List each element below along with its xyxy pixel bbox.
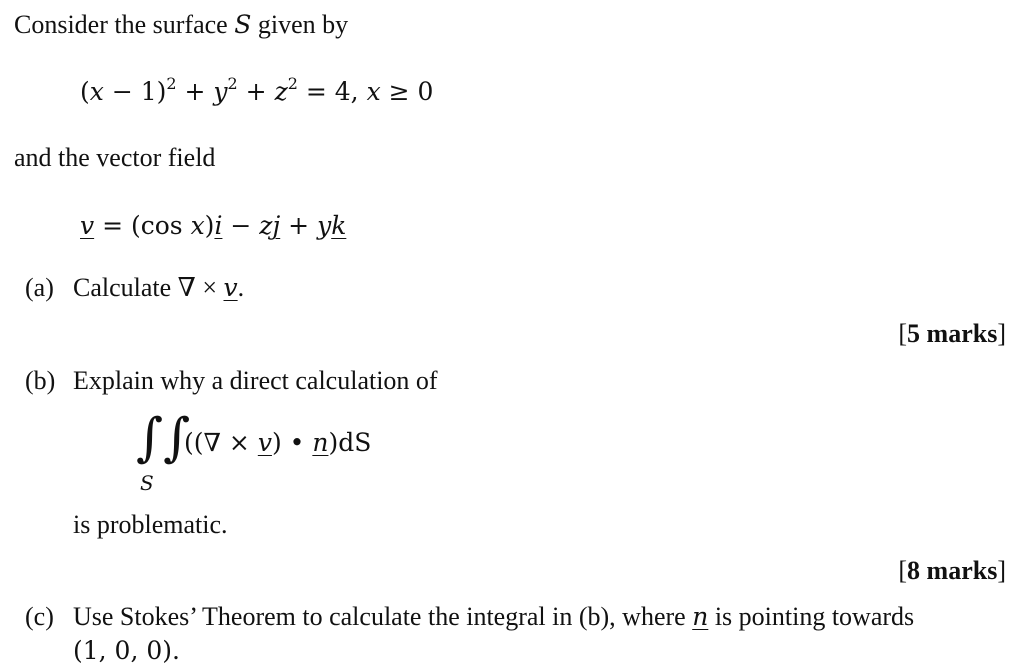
integral-subscript: S (140, 471, 154, 495)
intro-line (14, 12, 348, 38)
part-b-label: (b) (25, 366, 56, 395)
part-a-marks: [5 marks] (898, 319, 1006, 348)
part-b-text: Explain why a direct calculation of (73, 366, 438, 395)
part-a-text: Calculate ∇ × v. (73, 273, 245, 302)
part-b-marks: [8 marks] (898, 556, 1006, 585)
part-c-text: Use Stokes’ Theorem to calculate the integral in (b), where n is pointing towards (73, 602, 915, 631)
integrand: ((∇ × v) • n)dS (184, 428, 372, 457)
part-c-label: (c) (25, 602, 54, 631)
part-a-label: (a) (25, 273, 54, 302)
integral-sign: ∫∫ (136, 408, 191, 468)
surface-symbol: S (234, 10, 252, 39)
part-b-after: is problematic. (73, 510, 228, 539)
double-integral (136, 408, 191, 468)
vector-field-intro: and the vector field (14, 143, 216, 172)
intro-text: Consider the surface (14, 10, 228, 39)
intro-text-end: given by (257, 10, 349, 39)
vector-field-equation: v = (cos x)i − zj + yk (80, 211, 347, 240)
part-c-point: (1, 0, 0). (73, 636, 180, 665)
surface-equation: $(x - 1)^2 + y^2 + z^2 = 4$, x ≥ 0 (80, 74, 434, 106)
